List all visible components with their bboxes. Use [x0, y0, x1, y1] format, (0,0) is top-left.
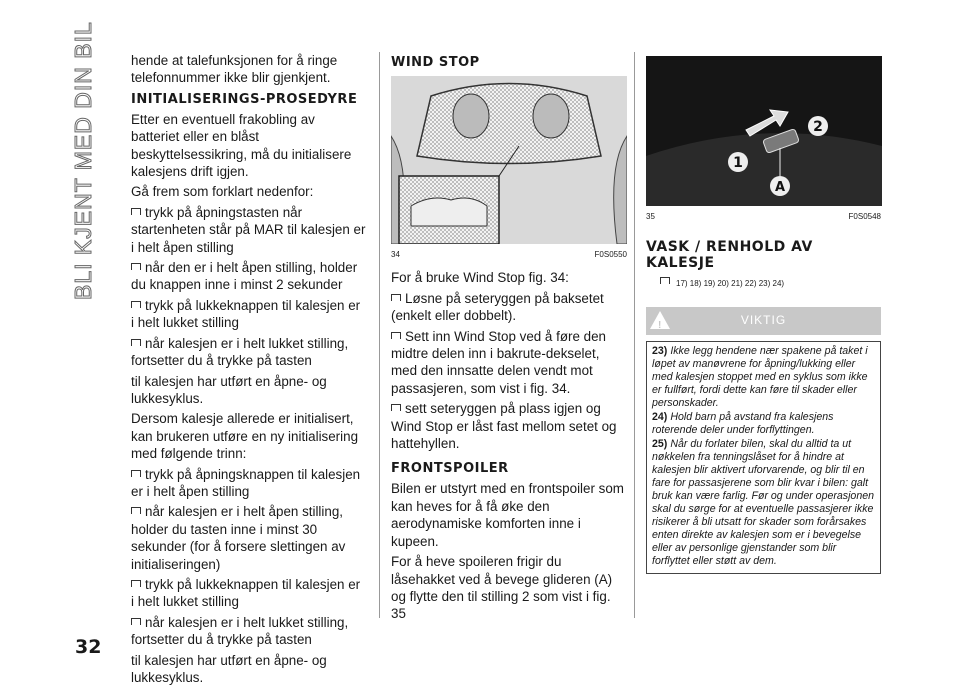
list-item: Sett inn Wind Stop ved å føre den midtre delen inn i bakrute-dekselet, med den innsatte delen vendt mot passasjeren, som vist i fig. 34. — [391, 328, 606, 396]
reference-notes: 17) 18) 19) 20) 21) 22) 23) 24) — [660, 275, 881, 292]
list-item: trykk på åpningsknappen til kalesjen er i helt åpen stilling — [131, 466, 361, 499]
figure-caption — [391, 246, 627, 263]
warning-item: 23) Ikke legg hendene nær spakene på taket i løpet av manøvrene for åpning/lukking eller med kalesjen stoppet med en syklus som ikke er fullført, fordi dette kan føre til skader eller personskader. — [652, 344, 868, 409]
page-number: 32 — [75, 636, 102, 658]
column-divider — [379, 52, 380, 618]
figure-code: F0S0548 — [848, 212, 881, 221]
step-list — [131, 466, 366, 649]
intro-text: hende at talefunksjonen for å ringe telefonnummer ikke blir gjenkjent. — [131, 53, 338, 86]
warning-item: 25) Når du forlater bilen, skal du alltid ta ut nøkkelen fra tenningslåset for å hindre at kalesjen blir aktivert uforvarende, og blir til en fare for passasjerene som blir kvar i bilen: galt bruk kan være farlig. Før og under operasjonen skal du sørge for at eventuelle passasjerer ikke risikerer å bli utsatt for skader som forårsakes enten direkte av kalesjen som er i bevegelse eller av personlige gjenstander som blir forflyttet eller støtt av dem. — [652, 437, 874, 567]
paragraph: For å bruke Wind Stop fig. 34: — [391, 270, 569, 286]
list-item: Løsne på seteryggen på baksetet (enkelt eller dobbelt). — [391, 290, 604, 324]
section-heading-wind-stop: WIND STOP — [391, 55, 480, 70]
figure-caption — [646, 208, 881, 225]
bullet-icon — [131, 339, 141, 346]
list-item: når den er i helt åpen stilling, holder du knappen inne i minst 2 sekunder — [131, 260, 358, 293]
bullet-icon — [391, 294, 401, 301]
figure-spoiler — [646, 56, 882, 206]
spoiler-illustration — [646, 56, 882, 206]
paragraph: For å heve spoileren frigir du låsehakket ved å bevege glideren (A) og flytte den til stilling 2 som vist i fig. 35 — [391, 554, 613, 622]
column-cleaning — [646, 56, 881, 574]
section-heading-frontspoiler: FRONTSPOILER — [391, 461, 509, 477]
warning-title: VIKTIG — [740, 313, 787, 328]
bullet-icon — [131, 208, 141, 215]
paragraph: til kalesjen har utført en åpne- og lukkesyklus. — [131, 373, 327, 406]
figure-number: 35 — [646, 212, 655, 221]
section-heading-initialisation: INITIALISERINGS-PROSEDYRE — [131, 91, 358, 107]
figure-label: A — [774, 180, 786, 195]
column-wind-stop — [391, 56, 627, 626]
step-list — [131, 204, 366, 370]
column-divider — [634, 52, 635, 618]
paragraph: til kalesjen har utført en åpne- og lukkesyklus. — [131, 652, 327, 685]
bullet-icon — [391, 404, 401, 411]
list-item: når kalesjen er i helt lukket stilling, fortsetter du å trykke på tasten — [131, 614, 349, 648]
bullet-icon — [131, 301, 141, 308]
bullet-icon — [391, 332, 401, 339]
paragraph: Bilen er utstyrt med en frontspoiler som kan heves for å få øke den aerodynamiske komforten inne i kupeen. — [391, 481, 624, 549]
figure-label: 1 — [733, 155, 743, 171]
paragraph: Dersom kalesje allerede er initialisert, kan brukeren utføre en ny initialisering med følgende trinn: — [131, 411, 359, 462]
list-item: trykk på åpningstasten når startenheten står på MAR til kalesjen er i helt åpen stilling — [131, 204, 366, 255]
bullet-icon — [131, 580, 141, 587]
figure-wind-stop — [391, 76, 627, 244]
section-heading-cleaning: VASK / RENHOLD AV KALESJE — [646, 239, 813, 272]
wind-stop-illustration — [391, 76, 627, 244]
list-item: når kalesjen er i helt lukket stilling, fortsetter du å trykke på tasten — [131, 335, 349, 369]
paragraph: Etter en eventuell frakobling av batteriet eller en blåst beskyttelsessikring, må du initialisere kalesjens drift igjen. — [131, 111, 352, 180]
list-item: når kalesjen er i helt åpen stilling, holder du tasten inne i minst 30 sekunder (for å forsere slettingen av initialiseringen) — [131, 504, 346, 572]
bullet-icon — [131, 507, 141, 514]
list-item: sett seteryggen på plass igjen og Wind Stop er låst fast mellom setet og hattehyllen. — [391, 401, 617, 452]
bullet-icon — [131, 263, 141, 270]
paragraph: Gå frem som forklart nedenfor: — [131, 184, 314, 200]
bullet-icon — [660, 277, 670, 284]
list-item: trykk på lukkeknappen til kalesjen er i helt lukket stilling — [131, 576, 361, 610]
warning-box — [646, 341, 881, 574]
warning-item: 24) Hold barn på avstand fra kalesjens roterende deler under forflyttingen. — [652, 410, 834, 436]
figure-number: 34 — [391, 250, 400, 259]
side-section-title: BLI KJENT MED DIN BIL — [70, 21, 96, 300]
figure-code: F0S0550 — [594, 250, 627, 259]
list-item: trykk på lukkeknappen til kalesjen er i helt lukket stilling — [131, 297, 361, 331]
bullet-icon — [131, 470, 141, 477]
column-initialisation — [131, 52, 366, 689]
figure-label: 2 — [813, 119, 823, 135]
warning-header: ! VIKTIG — [646, 307, 881, 335]
bullet-icon — [131, 618, 141, 625]
